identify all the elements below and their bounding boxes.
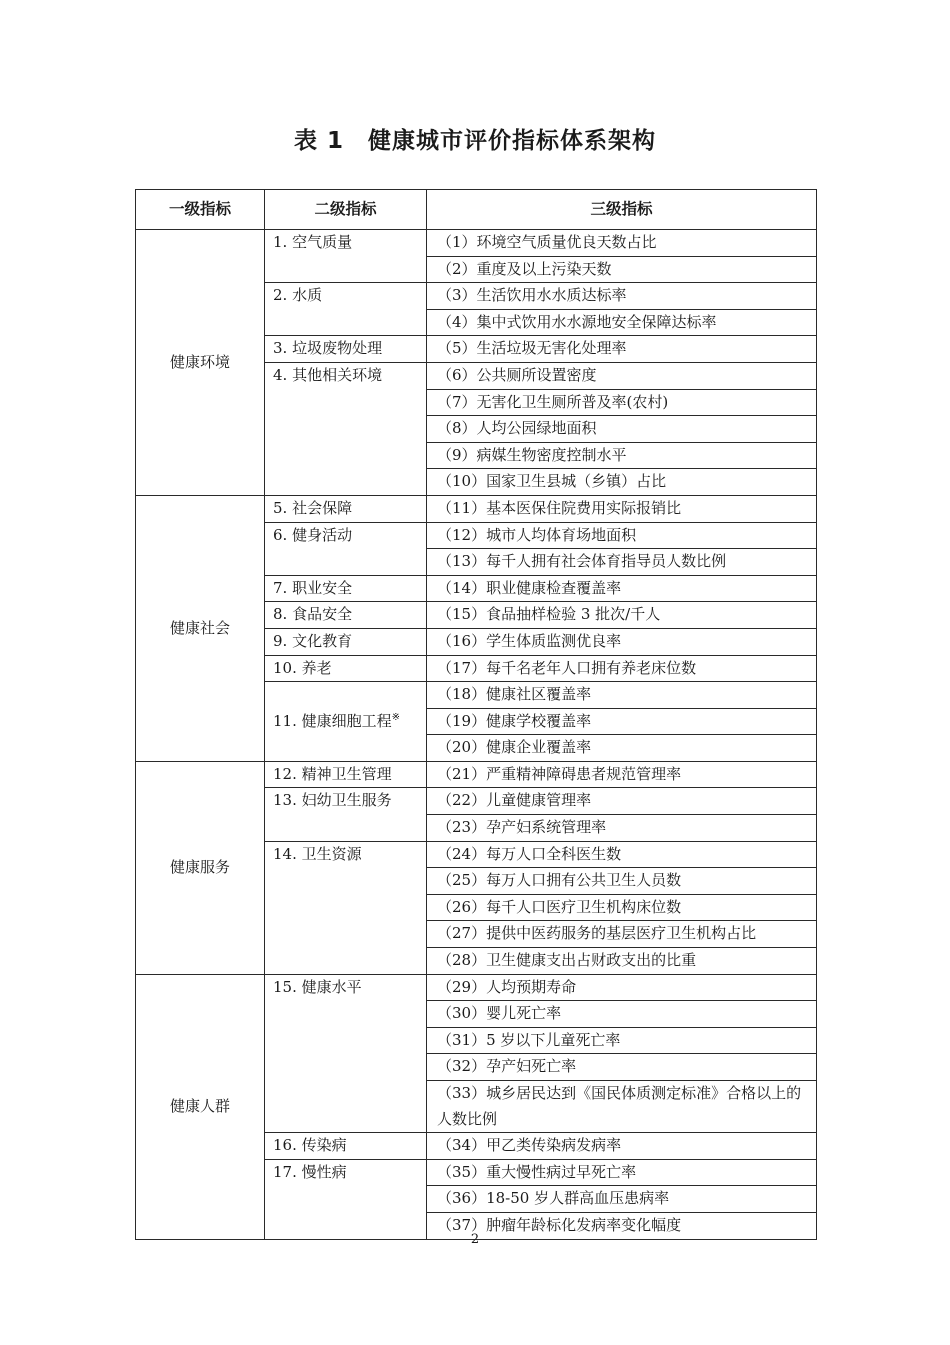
level2-label: 8. 食品安全 (273, 605, 353, 624)
level3-cell: （31）5 岁以下儿童死亡率 (427, 1027, 817, 1054)
level2-cell (265, 602, 427, 629)
level3-cell: （37）肿瘤年龄标化发病率变化幅度 (427, 1212, 817, 1239)
level1-cell: 健康服务 (136, 761, 265, 974)
level3-cell: （5）生活垃圾无害化处理率 (427, 336, 817, 363)
level2-label: 3. 垃圾废物处理 (273, 339, 383, 358)
table-body (136, 230, 817, 1240)
page-number: 2 (470, 1232, 480, 1247)
level3-cell: （14）职业健康检查覆盖率 (427, 575, 817, 602)
table-row (136, 230, 817, 257)
level3-cell: （17）每千名老年人口拥有养老床位数 (427, 655, 817, 682)
level2-label: 4. 其他相关环境 (273, 365, 383, 384)
level3-cell: （16）学生体质监测优良率 (427, 628, 817, 655)
level3-cell: （29）人均预期寿命 (427, 974, 817, 1001)
level2-label: 2. 水质 (273, 286, 323, 305)
level3-cell: （28）卫生健康支出占财政支出的比重 (427, 948, 817, 975)
level2-label: 11. 健康细胞工程 (273, 711, 392, 730)
level2-label: 6. 健身活动 (273, 525, 353, 544)
level3-cell: （36）18-50 岁人群高血压患病率 (427, 1186, 817, 1213)
level3-cell: （19）健康学校覆盖率 (427, 708, 817, 735)
level3-cell: （27）提供中医药服务的基层医疗卫生机构占比 (427, 921, 817, 948)
level3-cell: （23）孕产妇系统管理率 (427, 815, 817, 842)
level3-cell: （30）婴儿死亡率 (427, 1001, 817, 1028)
indicator-table (135, 189, 817, 1240)
level2-label: 16. 传染病 (273, 1136, 347, 1155)
level2-cell (265, 230, 427, 283)
page-title: 表 1 健康城市评价指标体系架构 (293, 128, 656, 154)
level3-cell: （26）每千人口医疗卫生机构床位数 (427, 894, 817, 921)
level3-cell: （13）每千人拥有社会体育指导员人数比例 (427, 549, 817, 576)
level3-cell: （3）生活饮用水水质达标率 (427, 283, 817, 310)
level2-cell (265, 575, 427, 602)
level3-cell: （2）重度及以上污染天数 (427, 256, 817, 283)
level2-label: 7. 职业安全 (273, 578, 353, 597)
level2-label: 14. 卫生资源 (273, 844, 362, 863)
table-row (136, 761, 817, 788)
level2-cell (265, 788, 427, 841)
level3-cell: （12）城市人均体育场地面积 (427, 522, 817, 549)
level3-cell: （22）儿童健康管理率 (427, 788, 817, 815)
level2-cell (265, 974, 427, 1133)
level2-label: 10. 养老 (273, 658, 332, 677)
level2-cell (265, 362, 427, 495)
level3-cell: （1）环境空气质量优良天数占比 (427, 230, 817, 257)
level2-cell (265, 1159, 427, 1239)
level2-label: 15. 健康水平 (273, 977, 362, 996)
level2-cell (265, 1133, 427, 1160)
level3-cell: （6）公共厕所设置密度 (427, 362, 817, 389)
level2-label: 1. 空气质量 (273, 233, 353, 251)
level2-label: 9. 文化教育 (273, 631, 353, 650)
level2-cell (265, 841, 427, 974)
level2-label: 17. 慢性病 (273, 1162, 347, 1181)
header-level1: 一级指标 (136, 190, 265, 230)
level3-cell: （11）基本医保住院费用实际报销比 (427, 495, 817, 522)
level3-cell: （7）无害化卫生厕所普及率(农村) (427, 389, 817, 416)
header-level2: 二级指标 (265, 190, 427, 230)
level2-label: 12. 精神卫生管理 (273, 764, 392, 783)
level3-cell: （25）每万人口拥有公共卫生人员数 (427, 868, 817, 895)
level2-cell (265, 682, 427, 762)
level3-cell: （20）健康企业覆盖率 (427, 735, 817, 762)
level2-label: 13. 妇幼卫生服务 (273, 791, 392, 810)
footnote-mark: ※ (391, 711, 401, 723)
table-row (136, 495, 817, 522)
level2-label: 5. 社会保障 (273, 498, 353, 517)
level1-cell: 健康社会 (136, 495, 265, 761)
level2-cell (265, 495, 427, 522)
table-header-row (136, 190, 817, 230)
level3-cell: （21）严重精神障碍患者规范管理率 (427, 761, 817, 788)
level3-cell: （15）食品抽样检验 3 批次/千人 (427, 602, 817, 629)
level3-cell: （34）甲乙类传染病发病率 (427, 1133, 817, 1160)
level3-cell: （33）城乡居民达到《国民体质测定标准》合格以上的人数比例 (427, 1081, 817, 1133)
level3-cell: （9）病媒生物密度控制水平 (427, 442, 817, 469)
level3-cell: （32）孕产妇死亡率 (427, 1054, 817, 1081)
level2-cell (265, 522, 427, 575)
level3-cell: （4）集中式饮用水水源地安全保障达标率 (427, 309, 817, 336)
header-level3: 三级指标 (427, 190, 817, 230)
level3-cell: （8）人均公园绿地面积 (427, 416, 817, 443)
level3-cell: （18）健康社区覆盖率 (427, 682, 817, 709)
level3-cell: （24）每万人口全科医生数 (427, 841, 817, 868)
level3-cell: （35）重大慢性病过早死亡率 (427, 1159, 817, 1186)
level2-cell (265, 283, 427, 336)
level2-cell (265, 336, 427, 363)
level2-cell (265, 761, 427, 788)
level1-cell: 健康人群 (136, 974, 265, 1239)
table-row (136, 974, 817, 1001)
level2-cell (265, 628, 427, 655)
level1-cell: 健康环境 (136, 230, 265, 496)
level2-cell (265, 655, 427, 682)
level3-cell: （10）国家卫生县城（乡镇）占比 (427, 469, 817, 496)
